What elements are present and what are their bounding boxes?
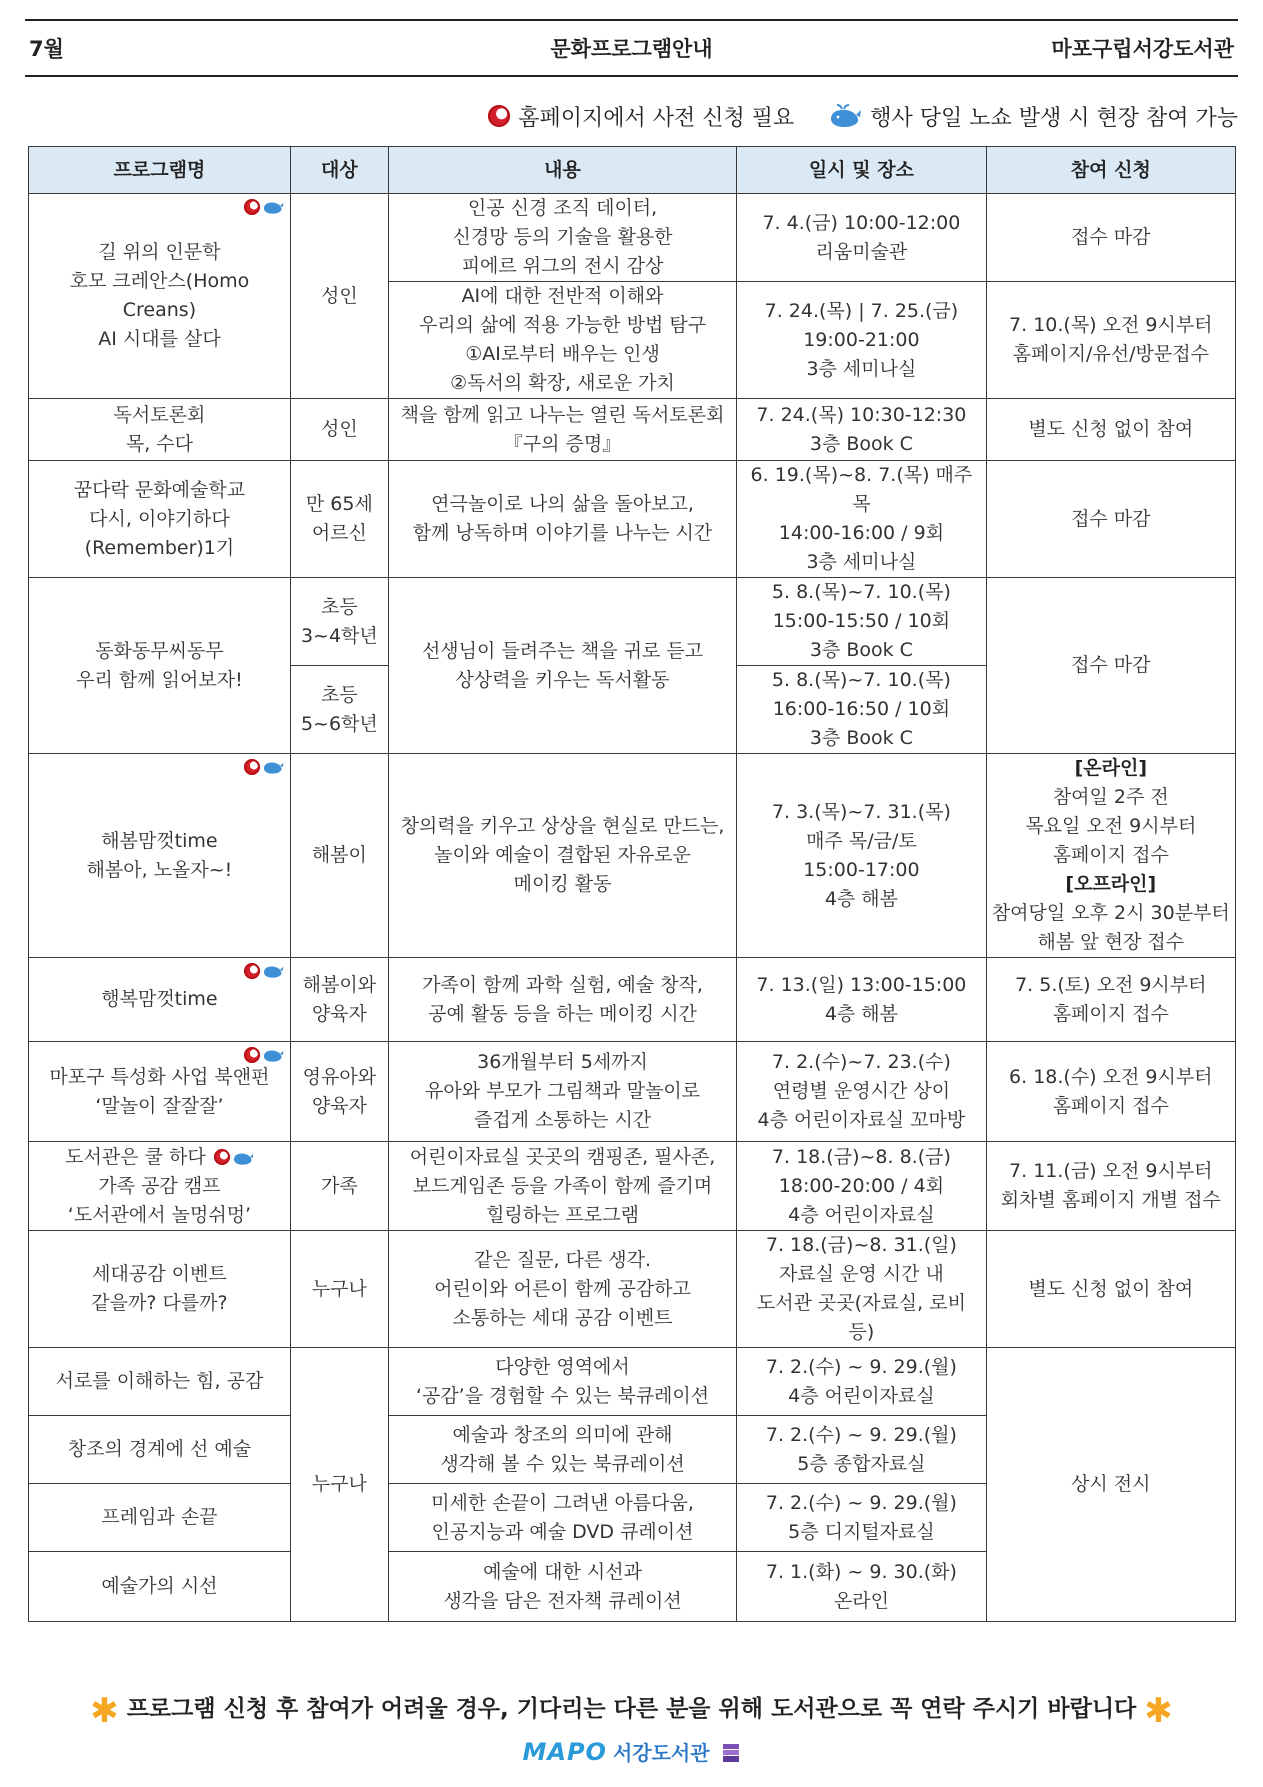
content-line: AI에 대한 전반적 이해와 <box>461 285 664 307</box>
col-header-datetime: 일시 및 장소 <box>737 147 986 194</box>
program-name-line: 동화동무씨동무 <box>95 639 224 662</box>
target-cell: 성인 <box>290 194 388 399</box>
content-cell <box>388 1142 736 1231</box>
datetime-cell <box>737 282 986 399</box>
datetime-line: 7. 18.(금)~8. 31.(일) <box>765 1234 957 1256</box>
content-cell <box>388 1484 736 1552</box>
blue-whale-icon <box>262 198 284 215</box>
apply-section-offline: [오프라인] <box>1065 873 1157 895</box>
legend <box>488 96 1238 136</box>
apply-cell: 접수 마감 <box>986 194 1235 282</box>
datetime-line: 4층 해봄 <box>824 887 899 910</box>
datetime-cell <box>737 754 986 958</box>
page-header <box>25 19 1238 77</box>
asterisk-icon: ✱ <box>90 1691 119 1731</box>
apply-line: 홈페이지 접수 <box>1052 1094 1169 1117</box>
apply-cell: 별도 신청 없이 참여 <box>986 1231 1235 1348</box>
datetime-line: 3층 Book C <box>809 432 913 455</box>
program-name-line: 꿈다락 문화예술학교 <box>73 478 246 501</box>
apply-line: 참여당일 오후 2시 30분부터 <box>991 902 1230 924</box>
datetime-line: 3층 Book C <box>809 639 913 661</box>
blue-whale-icon <box>262 962 284 979</box>
target-cell: 성인 <box>290 399 388 461</box>
legend-walkin: 행사 당일 노쇼 발생 시 현장 참여 가능 <box>870 105 1238 131</box>
target-line: 3~4학년 <box>300 624 378 647</box>
datetime-line: 5. 8.(목)~7. 10.(목) <box>771 581 951 603</box>
target-cell <box>290 578 388 666</box>
program-badges <box>244 758 284 775</box>
apply-line: 7. 5.(토) 오전 9시부터 <box>1015 973 1207 996</box>
apply-line: 7. 10.(목) 오전 9시부터 <box>1009 314 1213 336</box>
target-line: 해봄이와 <box>302 973 377 996</box>
target-cell: 누구나 <box>290 1348 388 1622</box>
program-name-line: AI 시대를 살다 <box>98 328 221 350</box>
target-line: 양육자 <box>311 1002 367 1025</box>
datetime-line: 6. 19.(목)~8. 7.(목) 매주 목 <box>750 464 973 515</box>
table-row <box>29 1142 1236 1231</box>
datetime-cell <box>737 1042 986 1142</box>
red-ball-icon <box>244 759 260 775</box>
datetime-line: 5층 종합자료실 <box>797 1452 926 1475</box>
datetime-line: 4층 해봄 <box>824 1002 899 1025</box>
target-cell <box>290 1042 388 1142</box>
datetime-line: 연령별 운영시간 상이 <box>772 1080 951 1102</box>
datetime-cell <box>737 399 986 461</box>
content-line: 힐링하는 프로그램 <box>486 1203 639 1226</box>
program-name-cell: 서로를 이해하는 힘, 공감 <box>29 1348 291 1416</box>
program-name-cell <box>29 958 291 1042</box>
books-icon <box>721 1742 741 1764</box>
datetime-cell <box>737 1142 986 1231</box>
content-line: 예술에 대한 시선과 <box>483 1560 642 1583</box>
table-row <box>29 1231 1236 1348</box>
program-name-line: 가족 공감 캠프 <box>98 1174 221 1197</box>
apply-line: 홈페이지 접수 <box>1052 844 1169 866</box>
apply-cell: 접수 마감 <box>986 578 1235 754</box>
datetime-line: 15:00-15:50 / 10회 <box>772 610 951 632</box>
apply-cell: 상시 전시 <box>986 1348 1235 1622</box>
content-line: 메이킹 활동 <box>513 873 612 895</box>
datetime-cell <box>737 666 986 754</box>
datetime-line: 4층 어린이자료실 <box>788 1203 935 1226</box>
content-line: 예술과 창조의 의미에 관해 <box>452 1423 673 1446</box>
program-badges <box>244 1046 284 1063</box>
library-name: 마포구립서강도서관 <box>1051 37 1234 61</box>
month-label: 7월 <box>29 37 64 61</box>
program-name-cell <box>29 399 291 461</box>
datetime-line: 7. 24.(목) | 7. 25.(금) <box>764 299 959 322</box>
apply-cell <box>986 754 1235 958</box>
red-ball-icon <box>244 199 260 215</box>
datetime-line: 7. 13.(일) 13:00-15:00 <box>756 973 967 996</box>
content-line: 유아와 부모가 그림책과 말놀이로 <box>424 1080 701 1102</box>
datetime-cell <box>737 1552 986 1622</box>
datetime-line: 4층 어린이자료실 꼬마방 <box>757 1109 966 1131</box>
content-cell <box>388 578 736 754</box>
content-cell <box>388 958 736 1042</box>
datetime-line: 14:00-16:00 / 9회 <box>778 522 945 544</box>
program-name-line: 해봄맘껏time <box>101 829 218 852</box>
red-ball-icon <box>244 963 260 979</box>
red-ball-icon <box>214 1149 230 1165</box>
datetime-line: 5층 디지털자료실 <box>788 1520 935 1543</box>
program-name-line: 호모 크레안스(Homo Creans) <box>69 270 250 321</box>
program-name-cell: 예술가의 시선 <box>29 1552 291 1622</box>
program-name-cell <box>29 1231 291 1348</box>
apply-line: 회차별 홈페이지 개별 접수 <box>1000 1189 1221 1211</box>
apply-line: 홈페이지 접수 <box>1052 1002 1169 1025</box>
footer-notice <box>0 1690 1263 1731</box>
datetime-line: 7. 1.(화) ~ 9. 30.(화) <box>765 1560 957 1583</box>
target-line: 양육자 <box>311 1094 367 1117</box>
table-row <box>29 958 1236 1042</box>
content-cell <box>388 1552 736 1622</box>
content-line: 가족이 함께 과학 실험, 예술 창작, <box>422 973 703 996</box>
content-cell <box>388 1348 736 1416</box>
program-name-line: 다시, 이야기하다 <box>89 507 230 530</box>
content-line: 어린이와 어른이 함께 공감하고 <box>434 1277 691 1300</box>
program-name-line: 목, 수다 <box>125 432 194 455</box>
program-name-cell <box>29 578 291 754</box>
program-table <box>28 146 1236 1622</box>
datetime-cell <box>737 958 986 1042</box>
content-line: 『구의 증명』 <box>503 432 622 455</box>
content-cell <box>388 194 736 282</box>
datetime-line: 매주 목/금/토 <box>806 829 917 852</box>
datetime-cell <box>737 1231 986 1348</box>
content-line: 책을 함께 읽고 나누는 열린 독서토론회 <box>400 403 725 426</box>
datetime-line: 3층 세미나실 <box>806 357 917 380</box>
program-name-line: 같을까? 다를까? <box>91 1292 228 1314</box>
red-ball-icon <box>244 1047 260 1063</box>
apply-cell <box>986 1142 1235 1231</box>
datetime-line: 7. 2.(수) ~ 9. 29.(월) <box>765 1355 957 1378</box>
target-cell: 가족 <box>290 1142 388 1231</box>
content-cell <box>388 754 736 958</box>
datetime-cell <box>737 578 986 666</box>
program-name-first-line <box>33 1143 286 1172</box>
content-line: 연극놀이로 나의 삶을 돌아보고, <box>431 493 694 515</box>
datetime-line: 자료실 운영 시간 내 <box>778 1263 944 1285</box>
legend-preregister: 홈페이지에서 사전 신청 필요 <box>518 105 795 131</box>
program-name-cell: 프레임과 손끝 <box>29 1484 291 1552</box>
apply-cell: 접수 마감 <box>986 461 1235 578</box>
content-cell <box>388 1042 736 1142</box>
library-logo <box>0 1737 1263 1766</box>
target-cell <box>290 958 388 1042</box>
content-line: ‘공감’을 경험할 수 있는 북큐레이션 <box>415 1384 710 1407</box>
content-line: 인공 신경 조직 데이터, <box>467 197 658 219</box>
content-line: 창의력을 키우고 상상을 현실로 만드는, <box>400 815 725 837</box>
col-header-target: 대상 <box>290 147 388 194</box>
content-cell <box>388 1416 736 1484</box>
table-row <box>29 578 1236 666</box>
datetime-line: 7. 2.(수) ~ 9. 29.(월) <box>765 1491 957 1514</box>
datetime-line: 15:00-17:00 <box>803 858 920 881</box>
blue-whale-icon <box>262 1046 284 1063</box>
apply-cell: 별도 신청 없이 참여 <box>986 399 1235 461</box>
apply-line: 6. 18.(수) 오전 9시부터 <box>1009 1065 1213 1088</box>
content-line: ①AI로부터 배우는 인생 <box>465 343 660 365</box>
program-name-line: ‘말놀이 잘잘잘’ <box>95 1094 224 1117</box>
apply-cell <box>986 958 1235 1042</box>
datetime-line: 7. 18.(금)~8. 8.(금) <box>771 1145 951 1168</box>
asterisk-icon: ✱ <box>1144 1691 1173 1731</box>
table-header-row <box>29 147 1236 194</box>
datetime-line: 16:00-16:50 / 10회 <box>772 698 951 720</box>
blue-whale-icon <box>262 758 284 775</box>
program-name-line: 독서토론회 <box>113 403 206 426</box>
program-name-line: 길 위의 인문학 <box>98 241 221 263</box>
content-line: 선생님이 들려주는 책을 귀로 듣고 <box>421 639 704 662</box>
program-name-line: 세대공감 이벤트 <box>92 1263 227 1285</box>
content-line: 인공지능과 예술 DVD 큐레이션 <box>431 1520 694 1543</box>
logo-text: 서강도서관 <box>612 1741 710 1765</box>
datetime-line: 5. 8.(목)~7. 10.(목) <box>771 669 951 691</box>
content-line: 같은 질문, 다른 생각. <box>474 1248 652 1271</box>
col-header-apply: 참여 신청 <box>986 147 1235 194</box>
datetime-cell <box>737 461 986 578</box>
content-line: ②독서의 확장, 새로운 가치 <box>450 372 675 394</box>
program-name-cell <box>29 461 291 578</box>
datetime-line: 19:00-21:00 <box>803 328 920 351</box>
content-line: 상상력을 키우는 독서활동 <box>455 668 670 691</box>
content-cell <box>388 461 736 578</box>
datetime-line: 7. 4.(금) 10:00-12:00 <box>762 211 961 234</box>
table-row <box>29 754 1236 958</box>
apply-line: 해봄 앞 현장 접수 <box>1037 931 1185 953</box>
table-row <box>29 399 1236 461</box>
content-cell <box>388 399 736 461</box>
page-title: 문화프로그램안내 <box>550 37 713 61</box>
logo-mark: MAPO <box>522 1738 607 1766</box>
apply-cell <box>986 282 1235 399</box>
program-name-line: 행복맘껏time <box>101 988 218 1010</box>
datetime-cell <box>737 1484 986 1552</box>
program-badges <box>214 1149 254 1166</box>
datetime-line: 18:00-20:00 / 4회 <box>778 1174 945 1197</box>
apply-line: 7. 11.(금) 오전 9시부터 <box>1009 1160 1213 1182</box>
program-name-line: 도서관은 쿨 하다 <box>65 1145 206 1168</box>
content-line: 미세한 손끝이 그려낸 아름다움, <box>431 1491 694 1514</box>
target-cell: 해봄이 <box>290 754 388 958</box>
content-line: 신경망 등의 기술을 활용한 <box>452 226 673 248</box>
table-row <box>29 194 1236 282</box>
target-line: 초등 <box>320 595 358 618</box>
target-line: 어르신 <box>311 522 367 544</box>
content-line: 우리의 삶에 적용 가능한 방법 탐구 <box>418 314 707 336</box>
content-line: 피에르 위그의 전시 감상 <box>461 255 664 277</box>
target-line: 5~6학년 <box>300 712 378 735</box>
datetime-line: 리움미술관 <box>815 240 908 263</box>
blue-whale-icon <box>232 1149 254 1166</box>
content-line: 생각해 볼 수 있는 북큐레이션 <box>440 1452 685 1475</box>
program-name-cell <box>29 1142 291 1231</box>
footer-notice-text: 프로그램 신청 후 참여가 어려울 경우, 기다리는 다른 분을 위해 도서관으로 꼭 연락 주시기 바랍니다 <box>126 1696 1137 1722</box>
datetime-line: 3층 세미나실 <box>806 551 917 573</box>
target-cell <box>290 461 388 578</box>
datetime-line: 7. 24.(목) 10:30-12:30 <box>756 403 967 426</box>
datetime-line: 7. 2.(수)~7. 23.(수) <box>771 1051 951 1073</box>
program-name-line: 해봄아, 노올자~! <box>86 858 233 881</box>
blue-whale-icon <box>828 103 862 129</box>
red-ball-icon <box>488 105 510 127</box>
content-line: 놀이와 예술이 결합된 자유로운 <box>434 844 691 866</box>
table-row <box>29 461 1236 578</box>
datetime-line: 도서관 곳곳(자료실, 로비 등) <box>756 1292 966 1343</box>
content-cell <box>388 1231 736 1348</box>
program-name-line: 우리 함께 읽어보자! <box>76 668 243 691</box>
content-line: 생각을 담은 전자책 큐레이션 <box>443 1589 682 1612</box>
content-line: 36개월부터 5세까지 <box>477 1051 648 1073</box>
datetime-cell <box>737 1416 986 1484</box>
program-badges <box>244 962 284 979</box>
program-name-line: 마포구 특성화 사업 북앤펀 <box>49 1065 270 1088</box>
table-row <box>29 1042 1236 1142</box>
datetime-line: 3층 Book C <box>809 727 913 749</box>
program-name-cell <box>29 754 291 958</box>
apply-section-online: [온라인] <box>1074 757 1148 779</box>
content-line: 공예 활동 등을 하는 메이킹 시간 <box>428 1002 697 1025</box>
col-header-content: 내용 <box>388 147 736 194</box>
target-line: 영유아와 <box>302 1065 377 1088</box>
content-line: 보드게임존 등을 가족이 함께 즐기며 <box>412 1174 713 1197</box>
content-line: 다양한 영역에서 <box>495 1355 630 1378</box>
program-name-line: (Remember)1기 <box>84 536 235 559</box>
program-name-line: ‘도서관에서 놀멍쉬멍’ <box>67 1203 252 1226</box>
target-cell <box>290 666 388 754</box>
target-line: 초등 <box>320 683 358 706</box>
apply-line: 참여일 2주 전 <box>1052 786 1169 808</box>
datetime-line: 온라인 <box>833 1589 889 1612</box>
datetime-cell <box>737 194 986 282</box>
table-row <box>29 1348 1236 1416</box>
apply-line: 홈페이지/유선/방문접수 <box>1012 343 1209 365</box>
content-line: 소통하는 세대 공감 이벤트 <box>452 1306 673 1329</box>
content-line: 즐겁게 소통하는 시간 <box>473 1109 652 1131</box>
datetime-cell <box>737 1348 986 1416</box>
program-name-cell <box>29 194 291 399</box>
program-badges <box>244 198 284 215</box>
program-name-cell: 창조의 경계에 선 예술 <box>29 1416 291 1484</box>
col-header-name: 프로그램명 <box>29 147 291 194</box>
content-line: 어린이자료실 곳곳의 캠핑존, 필사존, <box>409 1145 716 1168</box>
apply-cell <box>986 1042 1235 1142</box>
datetime-line: 7. 3.(목)~7. 31.(목) <box>771 800 951 823</box>
datetime-line: 4층 어린이자료실 <box>788 1384 935 1407</box>
apply-line: 목요일 오전 9시부터 <box>1025 815 1197 837</box>
target-line: 만 65세 <box>305 493 373 515</box>
datetime-line: 7. 2.(수) ~ 9. 29.(월) <box>765 1423 957 1446</box>
content-cell <box>388 282 736 399</box>
content-line: 함께 낭독하며 이야기를 나누는 시간 <box>412 522 713 544</box>
program-name-cell <box>29 1042 291 1142</box>
target-cell: 누구나 <box>290 1231 388 1348</box>
